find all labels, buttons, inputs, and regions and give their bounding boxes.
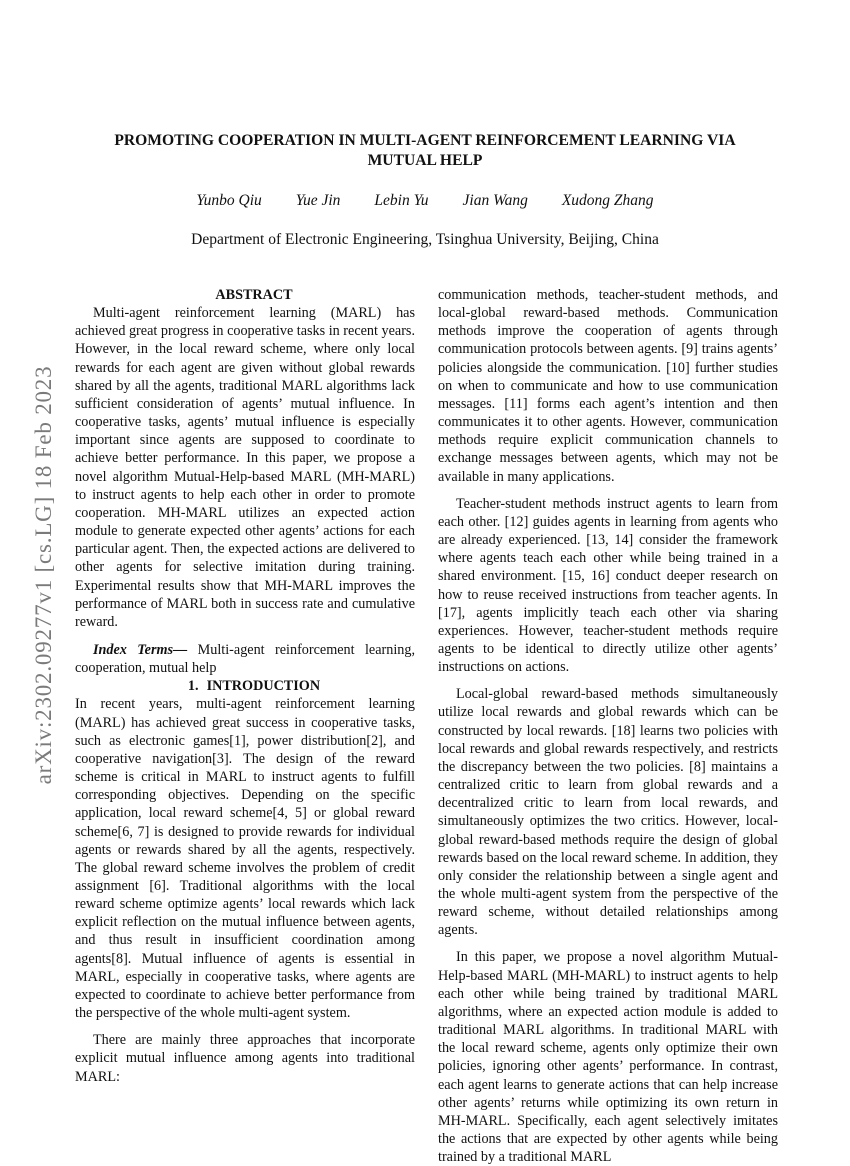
author-affiliation: Department of Electronic Engineering, Tsinghua University, Beijing, China [191, 231, 659, 248]
author-name: Yue Jin [295, 192, 341, 209]
introduction-heading [75, 677, 415, 695]
paper-title-line-1: PROMOTING COOPERATION IN MULTI-AGENT REINFORCEMENT LEARNING VIA [114, 132, 736, 149]
intro-paragraph: There are mainly three approaches that incorporate explicit mutual influence among agents into traditional MARL: [75, 1032, 415, 1085]
section-title: INTRODUCTION [206, 678, 321, 695]
body-paragraph: Teacher-student methods instruct agents to learn from each other. [12] guides agents in learning from agents who are already experienced. [13, 14] consider the framework where agents teach each other while being trained in a shared environment. [15, 16] conduct deeper research on how to reuse received instructions from teacher agents. In [17], agents implicitly teach each other via sharing experiences. However, teacher-student methods require agents to be identical to directly utilize other agents’ instructions on actions. [438, 495, 778, 676]
paper-title-line-2: MUTUAL HELP [367, 152, 483, 169]
abstract-heading: ABSTRACT [215, 287, 293, 303]
paper-title [80, 131, 770, 171]
index-terms-label: Index Terms— [93, 641, 188, 658]
index-terms [75, 641, 415, 677]
author-name: Jian Wang [462, 192, 528, 209]
body-paragraph: Local-global reward-based methods simultaneously utilize local rewards and global rewards which can be constructed by local rewards. [18] learns two policies with local rewards and global rewards respectively, and restricts the discrepancy between the two policies. [8] maintains a centralized critic to learn from global rewards and a decentralized critic to learn from local rewards, and simultaneously optimizes the two critics. However, local-global reward-based methods require the design of global rewards based on the local reward scheme. In addition, they only consider the relationship between a single agent and the whole multi-agent system from the perspective of the reward scheme, without detailed relationships among agents. [438, 686, 778, 939]
body-paragraph: communication methods, teacher-student methods, and local-global reward-based methods. Communication methods improve the cooperation of agents through communication protocols between agents. [9] trains agents’ policies alongside the communication. [10] further studies on when to communicate and how to use communication messages. [11] forms each agent’s intention and then communicates it to other agents. However, communication methods require explicit communication channels to exchange messages between agents, which may not be available in many applications. [438, 287, 778, 485]
intro-paragraph: In recent years, multi-agent reinforcement learning (MARL) has achieved great success in cooperative tasks, such as electronic games[1], power distribution[2], and cooperative navigation[3]. The design of the reward scheme is critical in MARL to instruct agents to fulfill corresponding objectives. Depending on the specific application, local reward scheme[4, 5] or global reward scheme[6, 7] is designed to provide rewards for individual agents or rewards shared by all the agents, respectively. The global reward scheme involves the problem of credit assignment [6]. Traditional algorithms with the local reward scheme optimize agents’ local rewards which lack explicit reflection on the mutual influence between agents, and thus result in insufficient coordination among agents[8]. Mutual influence of agents is essential in MARL, especially in cooperative tasks, where agents are expected to coordinate to achieve better performance from the perspective of the whole multi-agent system. [75, 696, 415, 1022]
body-paragraph: In this paper, we propose a novel algorithm Mutual-Help-based MARL (MH-MARL) to instruct agents to help each other while being trained by traditional MARL algorithms, where an expected action module is added to traditional MARL algorithms. In traditional MARL with the local reward scheme, agents only optimize their own policies, ignoring other agents’ performance. In contrast, each agent learns to generate actions that can help increase other agents’ returns while optimizing its own return in MH-MARL. Specifically, each agent selectively imitates the actions that are expected by other agents while being trained by a traditional MARL [438, 949, 778, 1166]
left-column [75, 286, 415, 1086]
author-name: Xudong Zhang [561, 192, 654, 209]
section-number: 1. [187, 678, 199, 695]
arxiv-identifier-stamp: arXiv:2302.09277v1 [cs.LG] 18 Feb 2023 [31, 365, 56, 785]
author-list [0, 192, 850, 210]
author-name: Lebin Yu [374, 192, 429, 209]
right-column [438, 286, 778, 1166]
abstract-body: Multi-agent reinforcement learning (MARL) has achieved great progress in cooperative tasks in recent years. However, in the local reward scheme, where only local rewards for each agent are given without global rewards shared by all the agents, traditional MARL algorithms lack sufficient consideration of agents’ mutual influence. In cooperative tasks, agents’ mutual influence is especially important since agents are supposed to coordinate to achieve better performance. In this paper, we propose a novel algorithm Mutual-Help-based MARL (MH-MARL) to instruct agents to help each other in order to promote cooperation. MH-MARL utilizes an expected action module to generate expected other agents’ actions for each particular agent. Then, the expected actions are delivered to other agents for selective imitation during training. Experimental results show that MH-MARL improves the performance of MARL both in success rate and cumulative reward. [75, 305, 415, 630]
author-name: Yunbo Qiu [196, 192, 262, 209]
index-terms-text: Multi-agent reinforcement learning, cooperation, mutual help [75, 641, 416, 677]
